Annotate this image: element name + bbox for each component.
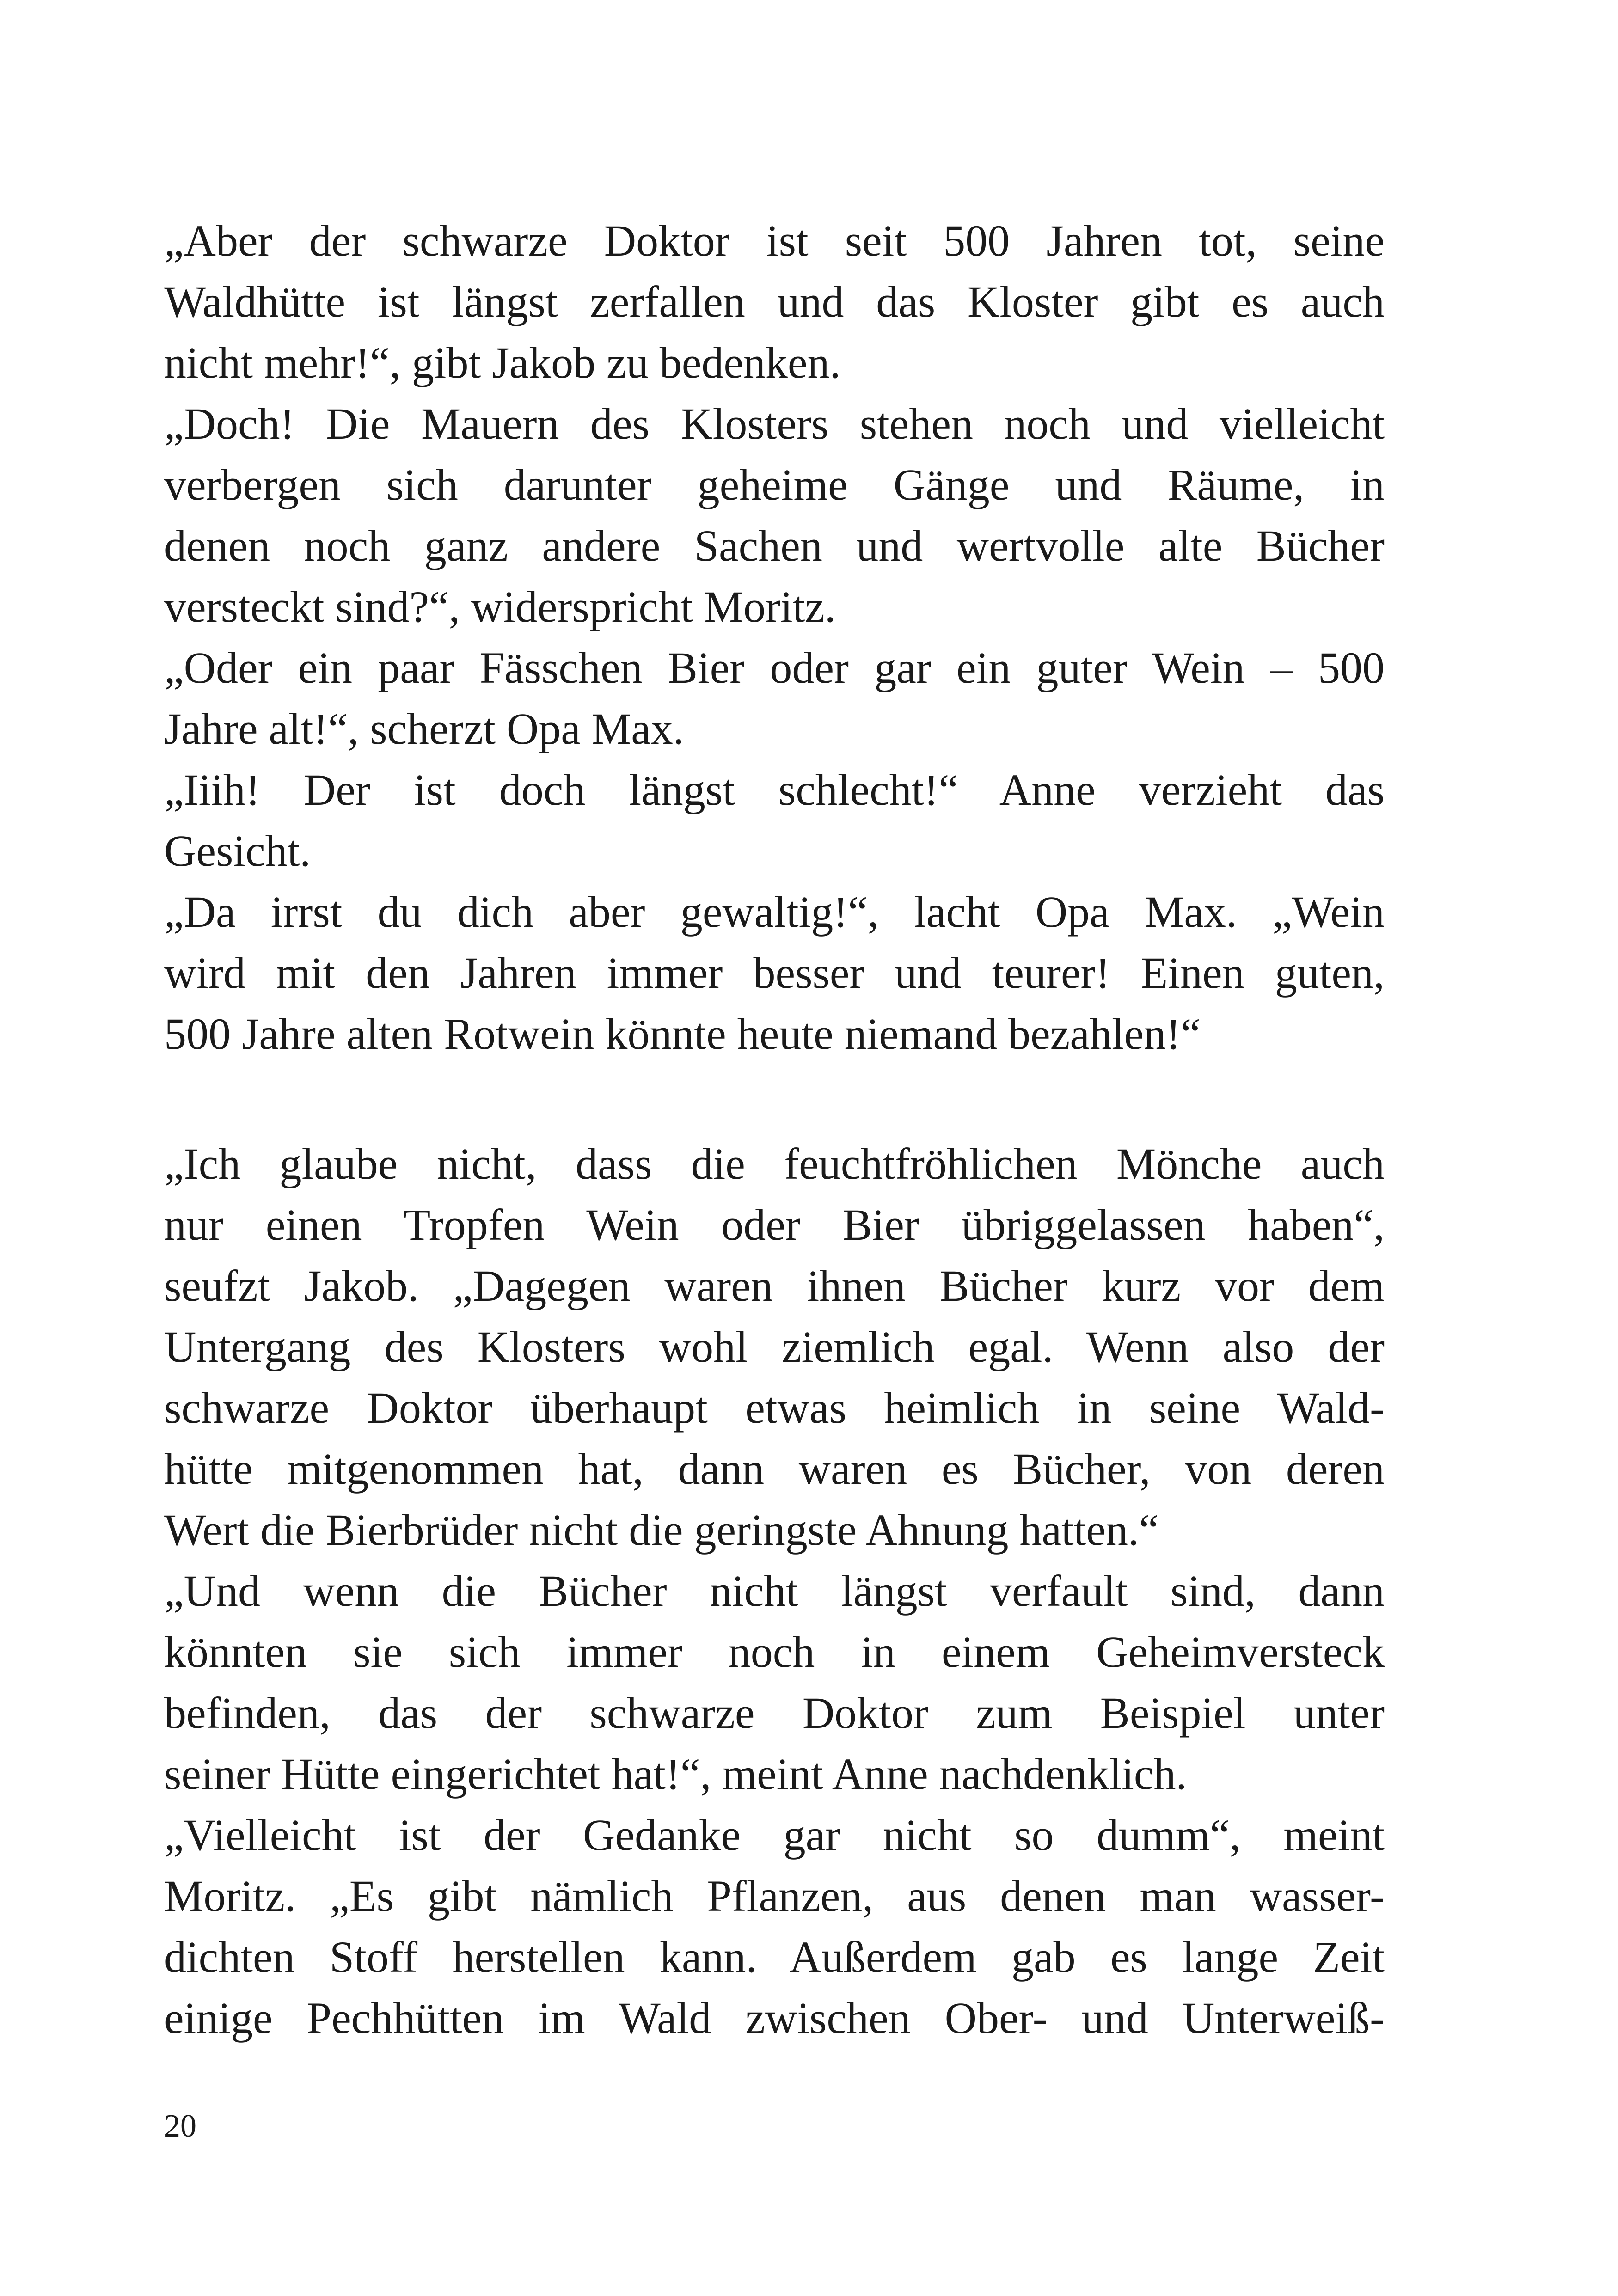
text-line: versteckt sind?“, widerspricht Moritz.: [164, 582, 836, 631]
text-line: könnten sie sich immer noch in einem Geheimversteck: [164, 1627, 1385, 1677]
text-line: Waldhütte ist längst zerfallen und das Kloster gibt es auch: [164, 277, 1385, 326]
text-line: „Ich glaube nicht, dass die feuchtfröhlichen Mönche auch: [164, 1139, 1385, 1188]
text-line: denen noch ganz andere Sachen und wertvolle alte Bücher: [164, 521, 1385, 570]
text-line: dichten Stoff herstellen kann. Außerdem gab es lange Zeit: [164, 1932, 1385, 1982]
text-line: nicht mehr!“, gibt Jakob zu bedenken.: [164, 338, 841, 387]
text-line: hütte mitgenommen hat, dann waren es Bücher, von deren: [164, 1444, 1385, 1494]
text-line: „Doch! Die Mauern des Klosters stehen noch und vielleicht: [164, 399, 1385, 448]
text-line: einige Pechhütten im Wald zwischen Ober- und Unterweiß-: [164, 1993, 1385, 2043]
text-line: Wert die Bierbrüder nicht die geringste Ahnung hatten.“: [164, 1505, 1159, 1555]
text-line: seufzt Jakob. „Dagegen waren ihnen Bücher kurz vor dem: [164, 1261, 1385, 1310]
text-line: „Vielleicht ist der Gedanke gar nicht so dumm“, meint: [164, 1810, 1385, 1860]
text-line: befinden, das der schwarze Doktor zum Beispiel unter: [164, 1688, 1385, 1738]
text-line: wird mit den Jahren immer besser und teurer! Einen guten,: [164, 948, 1385, 998]
text-line: „Oder ein paar Fässchen Bier oder gar ein guter Wein – 500: [164, 643, 1385, 692]
text-line: 500 Jahre alten Rotwein könnte heute niemand bezahlen!“: [164, 1009, 1201, 1059]
text-line: schwarze Doktor überhaupt etwas heimlich in seine Wald-: [164, 1383, 1385, 1433]
text-line: Gesicht.: [164, 826, 311, 876]
text-line: verbergen sich darunter geheime Gänge und Räume, in: [164, 460, 1385, 509]
text-line: Moritz. „Es gibt nämlich Pflanzen, aus denen man wasser-: [164, 1871, 1385, 1921]
page-number: 20: [164, 2108, 196, 2144]
text-line: Jahre alt!“, scherzt Opa Max.: [164, 704, 684, 753]
text-line: „Da irrst du dich aber gewaltig!“, lacht Opa Max. „Wein: [164, 887, 1385, 937]
text-line: Untergang des Klosters wohl ziemlich egal. Wenn also der: [164, 1322, 1385, 1371]
text-line: „Aber der schwarze Doktor ist seit 500 Jahren tot, seine: [164, 216, 1385, 265]
text-line: „Und wenn die Bücher nicht längst verfault sind, dann: [164, 1566, 1385, 1616]
text-line: nur einen Tropfen Wein oder Bier übriggelassen haben“,: [164, 1200, 1385, 1249]
text-block-upper: [164, 210, 1385, 1065]
text-line: seiner Hütte eingerichtet hat!“, meint Anne nachdenklich.: [164, 1749, 1187, 1799]
text-line: „Iiih! Der ist doch längst schlecht!“ Anne verzieht das: [164, 765, 1385, 814]
text-block-lower: [164, 1133, 1385, 2049]
